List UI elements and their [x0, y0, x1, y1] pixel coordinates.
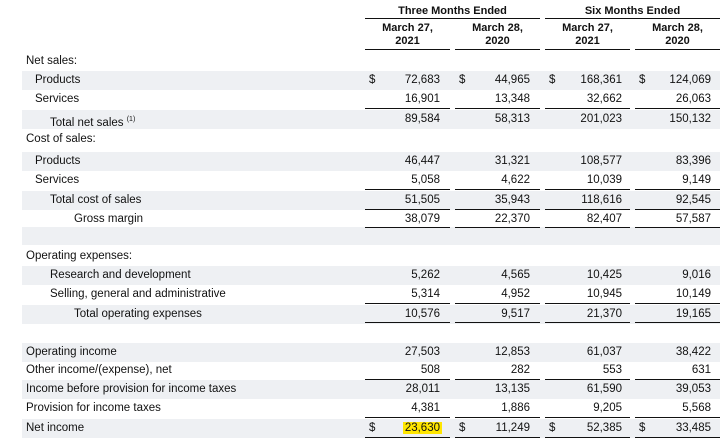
total-rule — [635, 437, 720, 438]
cell-value: 82,407 — [586, 213, 622, 225]
group-header-six-months: Six Months Ended — [584, 5, 681, 17]
column-header-rule — [545, 49, 630, 50]
cell-value: 10,425 — [586, 269, 622, 281]
cell-value: 631 — [691, 364, 711, 376]
cell-value: 118,616 — [581, 194, 622, 206]
column-header-rule — [635, 49, 720, 50]
total-rule — [635, 227, 720, 228]
column-header-rule — [455, 49, 540, 50]
cell-value: 26,063 — [675, 93, 711, 105]
subtotal-rule — [455, 417, 540, 418]
cell-value: 57,587 — [675, 213, 711, 225]
cell-value: 52,385 — [586, 422, 622, 434]
total-rule — [365, 227, 450, 228]
cell-value: 39,053 — [675, 383, 711, 395]
group-rule — [545, 18, 720, 19]
cell-value: 51,505 — [404, 194, 440, 206]
cell-value: 13,348 — [494, 93, 530, 105]
total-rule — [545, 227, 630, 228]
cell-value: 92,545 — [675, 194, 711, 206]
currency-symbol: $ — [459, 422, 466, 434]
cell-value: 61,037 — [586, 346, 622, 358]
row-band — [22, 227, 720, 245]
cell-value: 12,853 — [494, 346, 530, 358]
total-rule — [635, 322, 720, 323]
cell-value: 10,945 — [586, 288, 622, 300]
subtotal-rule — [545, 417, 630, 418]
cell-value: 1,886 — [501, 402, 530, 414]
subtotal-rule — [365, 303, 450, 304]
currency-symbol: $ — [459, 74, 466, 86]
section-label-operating-expenses: Operating expenses: — [26, 250, 133, 262]
footnote-marker: (1) — [126, 116, 136, 123]
cell-value: 46,447 — [404, 155, 440, 167]
cell-value: 11,249 — [495, 422, 530, 434]
cell-value: 38,422 — [675, 346, 711, 358]
subtotal-rule — [635, 108, 720, 109]
cell-value: 553 — [602, 364, 622, 376]
row-label: Gross margin — [74, 213, 144, 225]
total-rule — [545, 437, 630, 438]
cell-value: 21,370 — [586, 308, 622, 320]
cell-value: 9,205 — [593, 402, 622, 414]
currency-symbol: $ — [639, 74, 646, 86]
highlight-marker: 23,630 — [404, 422, 440, 434]
cell-value: 150,132 — [669, 113, 711, 125]
cell-value: 72,683 — [404, 74, 440, 86]
cell-value: 508 — [420, 364, 440, 376]
column-header-rule — [365, 49, 450, 50]
cell-value: 28,011 — [405, 383, 440, 395]
cell-value: 9,517 — [501, 308, 530, 320]
cell-value: 13,135 — [494, 383, 530, 395]
subtotal-rule — [455, 303, 540, 304]
currency-symbol: $ — [369, 422, 376, 434]
subtotal-rule — [635, 417, 720, 418]
subtotal-rule — [635, 189, 720, 190]
cell-value: 282 — [510, 364, 530, 376]
row-label: Products — [35, 155, 81, 167]
row-label: Income before provision for income taxes — [26, 383, 237, 395]
cell-value: 10,149 — [675, 288, 711, 300]
subtotal-rule — [365, 417, 450, 418]
cell-value: 9,149 — [682, 174, 711, 186]
cell-value: 5,314 — [411, 288, 440, 300]
cell-value: 5,262 — [411, 269, 440, 281]
row-label: Provision for income taxes — [26, 402, 161, 414]
row-label: Research and development — [50, 269, 191, 281]
cell-value: 19,165 — [675, 308, 711, 320]
subtotal-rule — [635, 303, 720, 304]
cell-value: 108,577 — [580, 155, 622, 167]
column-header: March 27, 2021 — [382, 22, 433, 47]
cell-value: 5,058 — [411, 174, 440, 186]
cell-value: 32,662 — [586, 93, 622, 105]
total-rule — [365, 322, 450, 323]
cell-value: 4,565 — [501, 269, 530, 281]
row-label: Operating income — [26, 346, 117, 358]
cell-value: 61,590 — [586, 383, 622, 395]
subtotal-rule — [545, 303, 630, 304]
cell-value: 9,016 — [682, 269, 711, 281]
column-header: March 28, 2020 — [652, 22, 703, 47]
group-rule — [365, 18, 540, 19]
section-label-net-sales: Net sales: — [26, 55, 78, 67]
group-header-three-months: Three Months Ended — [398, 5, 507, 17]
cell-value: 38,079 — [404, 213, 440, 225]
cell-value: 22,370 — [494, 213, 530, 225]
section-label-cost-of-sales: Cost of sales: — [26, 133, 96, 145]
currency-symbol: $ — [549, 74, 556, 86]
row-label: Total net sales $^{(1)}$ — [50, 116, 136, 129]
row-label: Services — [35, 174, 80, 186]
row-label: Selling, general and administrative — [50, 288, 226, 300]
total-rule — [455, 322, 540, 323]
cell-value: 201,023 — [580, 113, 622, 125]
cell-value: 5,568 — [682, 402, 711, 414]
subtotal-rule — [365, 108, 450, 109]
total-rule — [455, 437, 540, 438]
total-rule — [455, 227, 540, 228]
subtotal-rule — [545, 108, 630, 109]
column-header: March 28, 2020 — [472, 22, 523, 47]
subtotal-rule — [455, 189, 540, 190]
cell-value: 33,485 — [675, 422, 711, 434]
row-label: Other income/(expense), net — [26, 364, 172, 376]
cell-value: 4,381 — [411, 402, 440, 414]
row-label: Products — [35, 74, 81, 86]
cell-value: 35,943 — [494, 194, 530, 206]
cell-value: 16,901 — [404, 93, 440, 105]
currency-symbol: $ — [369, 74, 376, 86]
subtotal-rule — [455, 108, 540, 109]
total-rule — [545, 322, 630, 323]
subtotal-rule — [545, 189, 630, 190]
total-rule — [365, 437, 450, 438]
currency-symbol: $ — [549, 422, 556, 434]
cell-value: 83,396 — [675, 155, 711, 167]
cell-value: 4,952 — [501, 288, 530, 300]
cell-value: 4,622 — [501, 174, 530, 186]
cell-value: 44,965 — [494, 74, 530, 86]
cell-value: 89,584 — [404, 113, 440, 125]
subtotal-rule — [365, 189, 450, 190]
cell-value: 31,321 — [494, 155, 530, 167]
row-label: Total cost of sales — [50, 194, 142, 206]
cell-value: 10,576 — [404, 308, 440, 320]
cell-value: 27,503 — [404, 346, 440, 358]
cell-value: 58,313 — [494, 113, 530, 125]
currency-symbol: $ — [639, 422, 646, 434]
cell-value: 124,069 — [669, 74, 711, 86]
cell-value: 168,361 — [580, 74, 622, 86]
row-label: Services — [35, 93, 80, 105]
cell-value-highlighted — [380, 419, 442, 438]
row-label: Net income — [26, 422, 85, 434]
row-label: Total operating expenses — [74, 308, 202, 320]
cell-value: 10,039 — [586, 174, 622, 186]
column-header: March 27, 2021 — [562, 22, 613, 47]
